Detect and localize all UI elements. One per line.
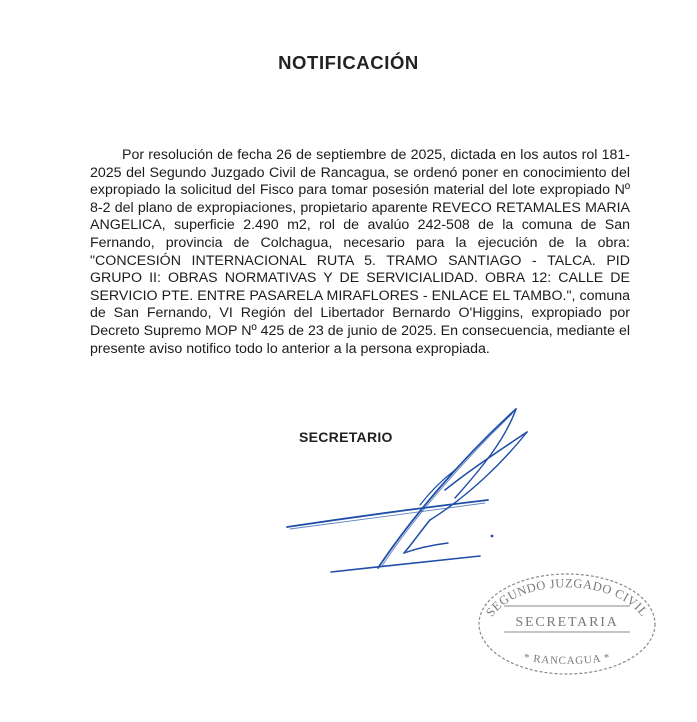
signatory-label: SECRETARIO — [299, 429, 393, 445]
court-stamp — [472, 568, 662, 678]
notification-body: Por resolución de fecha 26 de septiembre de 2025, dictada en los autos rol 181-2025 del Segundo Juzgado Civil de Rancagua, se ordenó poner en conocimiento del expropiado la solicitud del Fisco para tomar posesión material del lote expropiado Nº 8-2 del plano de expropiaciones, propietario aparente REVECO RETAMALES MARIA ANGELICA, superficie 2.490 m2, rol de avalúo 242-508 de la comuna de San Fernando, provincia de Colchagua, necesario para la ejecución de la obra: "CONCESIÓN INTERNACIONAL RUTA 5. TRAMO SANTIAGO - TALCA. PID GRUPO II: OBRAS NORMATIVAS Y DE SERVICIALIDAD. OBRA 12: CALLE DE SERVICIO PTE. ENTRE PASARELA MIRAFLORES - ENLACE EL TAMBO.", comuna de San Fernando, VI Región del Libertador Bernardo O'Higgins, expropiado por Decreto Supremo MOP Nº 425 de 23 de junio de 2025. En consecuencia, mediante el presente aviso notifico todo lo anterior a la persona expropiada. — [90, 147, 630, 357]
page-title: NOTIFICACIÓN — [278, 52, 419, 73]
stamp-center-text: SECRETARIA — [515, 615, 619, 630]
svg-text:* RANCAGUA * — [523, 652, 611, 668]
stamp-top-text: SEGUNDO JUZGADO CIVIL — [483, 576, 651, 620]
stamp-bottom-text: * RANCAGUA * — [522, 651, 612, 668]
svg-text:SEGUNDO JUZGADO CIVIL — [483, 576, 651, 619]
